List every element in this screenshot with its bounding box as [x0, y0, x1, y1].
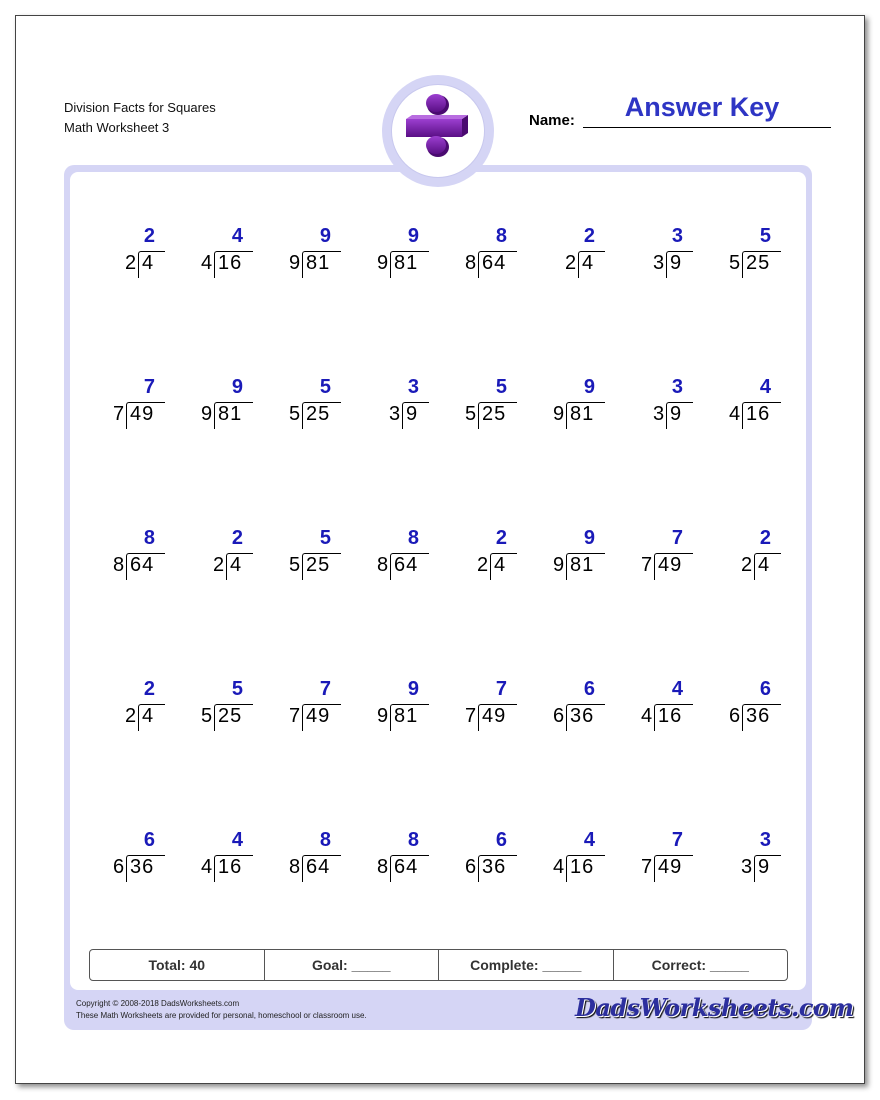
division-problem	[172, 376, 252, 436]
division-problem	[612, 225, 692, 285]
dividend: 64	[306, 856, 331, 878]
divisor: 4	[201, 252, 214, 274]
answer: 7	[143, 376, 156, 398]
copyright-text	[76, 998, 367, 1022]
divisor: 4	[729, 403, 742, 425]
division-problem	[348, 376, 428, 436]
title-line-2: Math Worksheet 3	[64, 120, 170, 135]
divisor: 7	[113, 403, 126, 425]
division-problem	[524, 829, 604, 889]
divisor: 5	[289, 403, 302, 425]
division-problem	[436, 678, 516, 738]
answer: 2	[759, 527, 772, 549]
division-problem	[84, 225, 164, 285]
division-problem	[84, 376, 164, 436]
answer: 4	[759, 376, 772, 398]
divisor: 2	[565, 252, 578, 274]
answer: 9	[407, 225, 420, 247]
divisor: 8	[465, 252, 478, 274]
division-problem	[348, 829, 428, 889]
divisor: 3	[653, 403, 666, 425]
answer: 2	[495, 527, 508, 549]
divisor: 5	[465, 403, 478, 425]
divisor: 8	[377, 856, 390, 878]
answer: 3	[407, 376, 420, 398]
worksheet-title	[64, 98, 216, 138]
dividend: 49	[658, 856, 683, 878]
divisor: 2	[741, 554, 754, 576]
dividend: 36	[130, 856, 155, 878]
divisor: 2	[125, 252, 138, 274]
dividend: 4	[494, 554, 507, 576]
problem-frame	[64, 165, 812, 1030]
division-problem	[260, 376, 340, 436]
divisor: 9	[377, 252, 390, 274]
divisor: 6	[553, 705, 566, 727]
answer: 9	[583, 376, 596, 398]
divisor: 5	[289, 554, 302, 576]
answer: 2	[143, 678, 156, 700]
answer: 4	[583, 829, 596, 851]
dividend: 4	[582, 252, 595, 274]
dividend: 25	[218, 705, 243, 727]
answer: 6	[495, 829, 508, 851]
answer-key-text: Answer Key	[624, 92, 780, 122]
logo-badge	[382, 75, 494, 187]
divisor: 5	[729, 252, 742, 274]
division-problem	[524, 225, 604, 285]
answer: 7	[671, 829, 684, 851]
divisor: 7	[289, 705, 302, 727]
dividend: 16	[218, 856, 243, 878]
answer: 4	[231, 829, 244, 851]
dividend: 81	[394, 705, 419, 727]
division-problem	[84, 829, 164, 889]
dividend: 9	[670, 403, 683, 425]
divisor: 7	[465, 705, 478, 727]
title-line-1: Division Facts for Squares	[64, 100, 216, 115]
answer: 4	[231, 225, 244, 247]
dividend: 36	[482, 856, 507, 878]
answer: 8	[407, 527, 420, 549]
dividend: 25	[306, 403, 331, 425]
division-problem	[436, 527, 516, 587]
division-problem	[172, 678, 252, 738]
dividend: 49	[306, 705, 331, 727]
answer: 2	[583, 225, 596, 247]
score-table	[89, 949, 788, 981]
dividend: 16	[746, 403, 771, 425]
division-problem	[348, 225, 428, 285]
name-line	[583, 127, 831, 128]
answer: 5	[231, 678, 244, 700]
answer: 7	[671, 527, 684, 549]
division-problem	[700, 678, 780, 738]
divisor: 3	[653, 252, 666, 274]
division-problem	[700, 225, 780, 285]
answer: 9	[407, 678, 420, 700]
division-problem	[348, 678, 428, 738]
dividend: 64	[394, 554, 419, 576]
brand-logo: DadsWorksheets.com	[575, 993, 854, 1022]
dividend: 81	[306, 252, 331, 274]
division-problem	[436, 225, 516, 285]
division-problem	[700, 376, 780, 436]
answer: 9	[319, 225, 332, 247]
dividend: 36	[746, 705, 771, 727]
division-problem	[436, 376, 516, 436]
divisor: 4	[553, 856, 566, 878]
division-sign-icon	[382, 75, 494, 187]
answer: 3	[671, 376, 684, 398]
division-problem	[612, 376, 692, 436]
division-problem	[524, 527, 604, 587]
name-label: Name:	[529, 112, 575, 129]
division-problem	[612, 678, 692, 738]
dividend: 9	[758, 856, 771, 878]
answer: 6	[583, 678, 596, 700]
division-problem	[260, 225, 340, 285]
total-cell: Total: 40	[90, 950, 265, 980]
dividend: 81	[570, 554, 595, 576]
dividend: 4	[142, 252, 155, 274]
complete-cell: Complete: _____	[439, 950, 614, 980]
division-problem	[524, 678, 604, 738]
answer: 6	[143, 829, 156, 851]
answer: 9	[583, 527, 596, 549]
goal-cell: Goal: _____	[265, 950, 440, 980]
divisor: 7	[641, 856, 654, 878]
division-problem	[172, 527, 252, 587]
division-problem	[348, 527, 428, 587]
answer: 5	[495, 376, 508, 398]
divisor: 9	[553, 554, 566, 576]
dividend: 16	[218, 252, 243, 274]
answer: 7	[319, 678, 332, 700]
answer: 2	[231, 527, 244, 549]
divisor: 3	[389, 403, 402, 425]
divisor: 8	[377, 554, 390, 576]
dividend: 9	[406, 403, 419, 425]
copyright-line-1: Copyright © 2008-2018 DadsWorksheets.com	[76, 999, 240, 1008]
answer: 8	[495, 225, 508, 247]
answer: 4	[671, 678, 684, 700]
division-problem	[172, 225, 252, 285]
dividend: 16	[658, 705, 683, 727]
answer: 8	[319, 829, 332, 851]
dividend: 64	[482, 252, 507, 274]
dividend: 49	[482, 705, 507, 727]
dividend: 49	[130, 403, 155, 425]
copyright-line-2: These Math Worksheets are provided for personal, homeschool or classroom use.	[76, 1011, 367, 1020]
divisor: 6	[729, 705, 742, 727]
dividend: 25	[306, 554, 331, 576]
divisor: 8	[289, 856, 302, 878]
answer: 6	[759, 678, 772, 700]
divisor: 3	[741, 856, 754, 878]
dividend: 64	[394, 856, 419, 878]
division-problem	[260, 829, 340, 889]
dividend: 81	[394, 252, 419, 274]
division-problem	[172, 829, 252, 889]
division-problem	[260, 678, 340, 738]
answer: 9	[231, 376, 244, 398]
answer: 5	[319, 376, 332, 398]
answer: 8	[407, 829, 420, 851]
answer: 7	[495, 678, 508, 700]
answer: 5	[759, 225, 772, 247]
division-problem	[612, 527, 692, 587]
dividend: 36	[570, 705, 595, 727]
answer: 3	[671, 225, 684, 247]
divisor: 9	[289, 252, 302, 274]
divisor: 9	[201, 403, 214, 425]
division-problem	[612, 829, 692, 889]
divisor: 8	[113, 554, 126, 576]
divisor: 2	[477, 554, 490, 576]
correct-cell: Correct: _____	[651, 957, 749, 973]
division-problem	[84, 678, 164, 738]
dividend: 16	[570, 856, 595, 878]
dividend: 4	[230, 554, 243, 576]
division-problem	[436, 829, 516, 889]
answer: 8	[143, 527, 156, 549]
dividend: 4	[758, 554, 771, 576]
dividend: 25	[746, 252, 771, 274]
divisor: 9	[553, 403, 566, 425]
divisor: 9	[377, 705, 390, 727]
division-problem	[84, 527, 164, 587]
dividend: 81	[218, 403, 243, 425]
dividend: 81	[570, 403, 595, 425]
answer: 3	[759, 829, 772, 851]
division-problem	[700, 527, 780, 587]
answer: 5	[319, 527, 332, 549]
dividend: 9	[670, 252, 683, 274]
division-problem	[700, 829, 780, 889]
divisor: 7	[641, 554, 654, 576]
divisor: 6	[113, 856, 126, 878]
divisor: 2	[125, 705, 138, 727]
dividend: 49	[658, 554, 683, 576]
divisor: 5	[201, 705, 214, 727]
dividend: 64	[130, 554, 155, 576]
divisor: 4	[641, 705, 654, 727]
divisor: 2	[213, 554, 226, 576]
division-problem	[260, 527, 340, 587]
dividend: 25	[482, 403, 507, 425]
divisor: 6	[465, 856, 478, 878]
divisor: 4	[201, 856, 214, 878]
division-problem	[524, 376, 604, 436]
dividend: 4	[142, 705, 155, 727]
answer: 2	[143, 225, 156, 247]
